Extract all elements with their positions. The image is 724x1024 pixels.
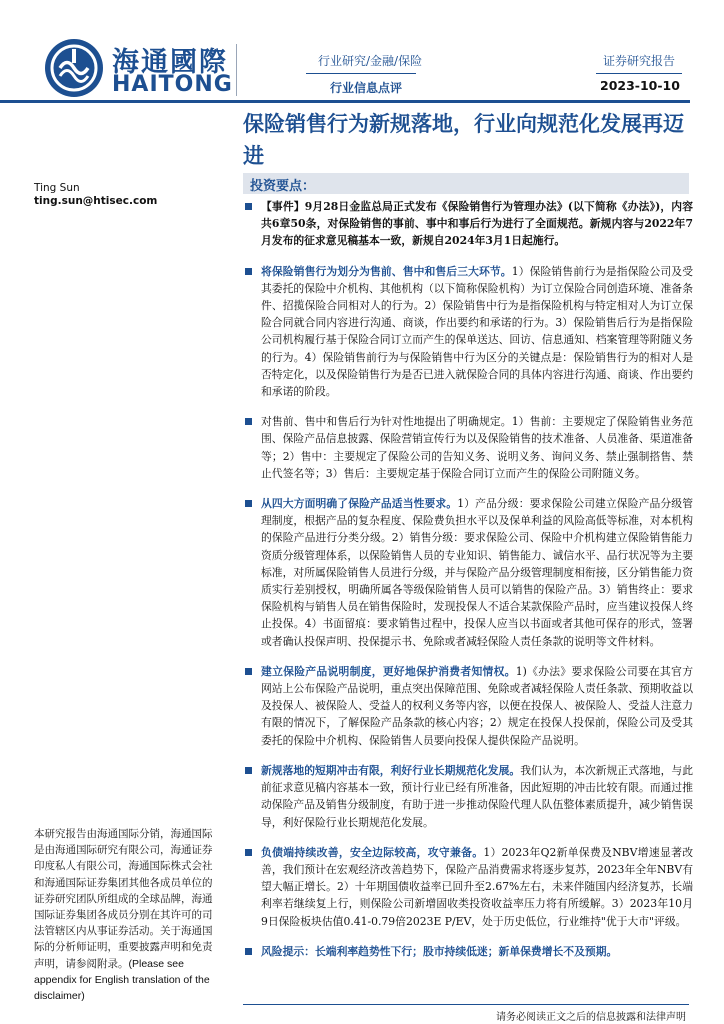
header-divider: [236, 44, 237, 96]
disclaimer-text-cn: 本研究报告由海通国际分销，海通国际是由海通国际研究有限公司，海通证券印度私人有限公司，海通国际株式会社和海通国际证券集团其他各成员单位的证券研究团队所组成的全球品牌，海通国际证券集团各成员分别在其许可的司法管辖区内从事证券活动。关于海通国际的分析师证明，重要披露声明和免责声明，请参阅附录。: [34, 828, 213, 970]
list-item: [243, 413, 693, 482]
bullet-square-icon: [245, 418, 252, 425]
bullet-square-icon: [245, 500, 252, 507]
bullet-body: 我们认为，本次新规正式落地，与此前征求意见稿内容基本一致，预计行业已经有所准备，因此短期的冲击比较有限。而通过推动保险产品及销售分级制度，有助于进一步推动保险代理人队伍整体素质提升，减少销售误导，利好保险行业长期规范化发展。: [261, 763, 693, 829]
author-block: [34, 182, 157, 208]
risk-warning: 风险提示：长端利率趋势性下行；股市持续低迷；新单保费增长不及预期。: [261, 944, 618, 958]
bullet-body: 1)《办法》要求保险公司要在其官方网站上公布保险产品说明，重点突出保障范围、免除或者减轻保险人责任条款、预期收益以及投保人、被保险人、受益人的权利义务等内容，以便在投保人、被保险人、受益人注意力有限的情况下，了解保险产品条款的核心内容；2）规定在投保人投保前，保险公司及受其委托的保险中介机构、保险销售人员要向投保人提供保险产品说明。: [261, 664, 693, 747]
key-points-label: 投资要点：: [250, 179, 316, 194]
logo-english-text: HAITONG: [112, 72, 233, 97]
bullet-square-icon: [245, 668, 252, 675]
bullet-body: 1）产品分级：要求保险公司建立保险产品分级管理制度，根据产品的复杂程度、保险费负担水平以及保单利益的风险高低等标准，对本机构的保险产品进行分类分级。2）销售分级：要求保险公司、保险中介机构建立保险销售能力资质分级管理体系，以保险销售人员的专业知识、销售能力、诚信水平、品行状况等为主要标准，对所属保险销售人员进行分级，并与保险产品分级管理制度相衔接，区分销售能力资质实行差别授权，明确所属各等级保险销售人员可以销售的保险产品。3）销售终止：要求保险机构与销售人员在销售保险时，发现投保人不适合某款保险产品时，应当建议投保人终止投保。4）书面留痕：要求销售过程中，投保人应当以书面或者其他可保存的形式，签署或者确认投保声明、投保提示书、免除或者减轻保险人责任条款的说明等文件材料。: [261, 497, 693, 648]
list-item: [243, 844, 693, 930]
report-category: 行业研究/金融/保险: [318, 54, 423, 68]
report-title: 保险销售行为新规落地，行业向规范化发展再迈进: [243, 111, 684, 168]
bullet-bold-text: 【事件】9月28日金监总局正式发布《保险销售行为管理办法》(以下简称《办法》)，内容共6章50条，对保险销售的事前、事中和事后行为进行了全面规范。新规内容与2022年7月发布的征求意见稿基本一致，新规自2024年3月1日起施行。: [261, 200, 693, 248]
bullet-lead: 新规落地的短期冲击有限，利好行业长期规范化发展。: [261, 763, 521, 777]
footer-rule: [243, 1004, 689, 1005]
bullet-lead: 建立保险产品说明制度，更好地保护消费者知情权。: [261, 664, 516, 678]
haitong-logo-icon: [43, 37, 105, 99]
author-email[interactable]: ting.sun@htisec.com: [34, 195, 158, 207]
header-bottom-rule: [0, 100, 690, 103]
list-item: [243, 263, 693, 401]
bullet-square-icon: [245, 849, 252, 856]
bullet-lead: 负债端持续改善，安全边际较高，攻守兼备。: [261, 845, 484, 859]
report-type: 行业信息点评: [330, 81, 403, 95]
bullet-square-icon: [245, 268, 252, 275]
disclaimer-text-en: (Please see appendix for English translation of the disclaimer): [34, 957, 210, 1003]
bullet-body: 1）保险销售前行为是指保险公司及受其委托的保险中介机构、其他机构（以下简称保险机构）为订立保险合同创造环境、准备条件、招揽保险合同相对人的行为。2）保险销售中行为是指保险机构与特定相对人为订立保险合同就合同内容进行沟通、商谈，作出要约和承诺的行为。3）保险销售后行为是指保险公司机构履行基于保险合同订立而产生的保单送达、回访、信息通知、档案管理等附随义务的行为。4）保险销售前行为与保险销售中行为区分的关键点是：保险销售行为的相对人是否特定化，以及保险销售行为是否已进入就保险合同的具体内容进行沟通、商谈、作出要约和承诺的阶段。: [261, 264, 693, 399]
footer-notice: 请务必阅读正文之后的信息披露和法律声明: [496, 1012, 686, 1023]
logo-chinese-text: 海通國際: [112, 47, 228, 78]
bullet-square-icon: [245, 203, 252, 210]
header-rule-right: [596, 73, 682, 74]
bullet-square-icon: [245, 767, 252, 774]
report-header: [0, 0, 724, 108]
list-item: [243, 943, 693, 960]
key-points-list: [243, 198, 693, 973]
report-date: 2023-10-10: [600, 78, 680, 93]
bullet-square-icon: [245, 948, 252, 955]
list-item: [243, 762, 693, 831]
bullet-lead: 从四大方面明确了保险产品适当性要求。: [261, 497, 458, 511]
header-rule-left: [306, 73, 416, 74]
bullet-body: 1）2023年Q2新单保费及NBV增速显著改善，我们预计在宏观经济改善趋势下，保险产品消费需求将逐步复苏，2023年全年NBV有望大幅正增长。2）十年期国债收益率已回升至2.67%左右，未来伴随国内经济复苏，长端利率若继续复上行，则保险公司新增固收类投资收益率压力将有所缓解。3）2023年10月9日保险板块估值0.41-0.79倍2023E P/EV，处于历史低位，行业维持"优于大市"评级。: [261, 845, 694, 928]
disclaimer-block: [34, 826, 214, 1004]
bullet-body: 对售前、售中和售后行为针对性地提出了明确规定。1）售前：主要规定了保险销售业务范围、保险产品信息披露、保险营销宣传行为以及保险销售的技术准备、人员准备、渠道准备等；2）售中：主要规定了保险公司的告知义务、说明义务、询问义务、禁止强制搭售、禁止代签名等；3）售后：主要规定基于保险合同订立而产生的保险公司附随义务。: [261, 415, 693, 480]
author-name: Ting Sun: [34, 182, 80, 194]
list-item: [243, 495, 693, 650]
list-item: [243, 663, 693, 749]
document-type: 证券研究报告: [603, 54, 676, 68]
list-item: [243, 198, 693, 250]
bullet-lead: 将保险销售行为划分为售前、售中和售后三大环节。: [261, 264, 512, 278]
